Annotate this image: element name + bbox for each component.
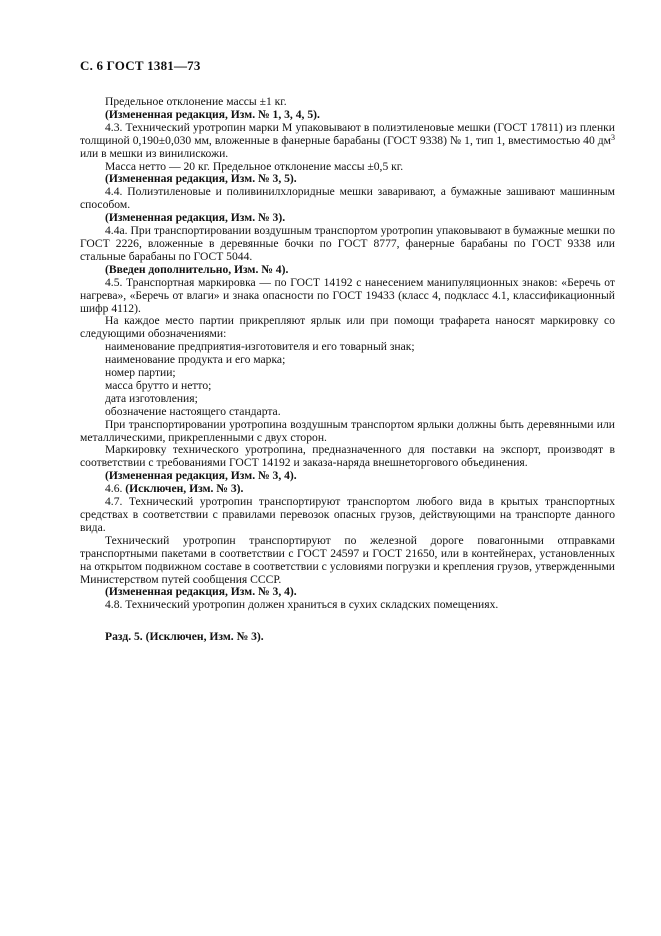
document-body bbox=[80, 96, 615, 656]
exclusion-note: (Исключен, Изм. № 3). bbox=[125, 482, 244, 496]
list-item: наименование продукта и его марка; bbox=[105, 353, 286, 367]
paragraph-4-4: 4.4. Полиэтиленовые и поливинилхлоридные мешки заваривают, а бумажные зашивают машинным способом. bbox=[80, 185, 615, 212]
paragraph-4-6-number: 4.6. bbox=[105, 482, 126, 496]
paragraph-export-marking: Маркировку технического уротропина, предназначенного для поставки на экспорт, производят в соответствии с требованиями ГОСТ 14192 и заказа-наряда внешнеторгового объединения. bbox=[80, 443, 615, 470]
paragraph-mass-tolerance: Предельное отклонение массы ±1 кг. bbox=[105, 95, 287, 108]
paragraph-net-mass: Масса нетто — 20 кг. Предельное отклонение массы ±0,5 кг. bbox=[105, 159, 404, 173]
amendment-note: (Измененная редакция, Изм. № 1, 3, 4, 5). bbox=[105, 107, 320, 121]
amendment-note: (Измененная редакция, Изм. № 3). bbox=[105, 211, 286, 225]
page-header: С. 6 ГОСТ 1381—73 bbox=[80, 58, 201, 73]
amendment-note: (Введен дополнительно, Изм. № 4). bbox=[105, 262, 289, 276]
section-5-exclusion: Разд. 5. (Исключен, Изм. № 3). bbox=[105, 630, 264, 644]
list-item: наименование предприятия-изготовителя и его товарный знак; bbox=[105, 340, 415, 354]
paragraph-4-7: 4.7. Технический уротропин транспортируют транспортом любого вида в крытых транспортных средствах в соответствии с правилами перевозок опасных грузов, действующими на транспорте данного вида. bbox=[80, 495, 615, 534]
paragraph-4-3-text: 4.3. Технический уротропин марки М упаковывают в полиэтиленовые мешки (ГОСТ 17811) из пленки толщиной 0,190±0,030 мм, вложенные в фанерные барабаны (ГОСТ 9338) № 1, тип 1, вместимостью 40 дм bbox=[80, 120, 615, 147]
paragraph-4-4a: 4.4а. При транспортировании воздушным транспортом уротропин упаковывают в бумажные мешки по ГОСТ 2226, вложенные в деревянные бочки по ГОСТ 8777, фанерные барабаны по ГОСТ 9338 или стальные барабаны по ГОСТ 5044. bbox=[80, 224, 615, 263]
list-item: дата изготовления; bbox=[105, 391, 198, 405]
amendment-note: (Измененная редакция, Изм. № 3, 4). bbox=[105, 469, 297, 483]
paragraph-label-intro: На каждое место партии прикрепляют ярлык или при помощи трафарета наносят маркировку со следующими обозначениями: bbox=[80, 314, 615, 341]
paragraph-4-5: 4.5. Транспортная маркировка — по ГОСТ 14192 с нанесением манипуляционных знаков: «Беречь от нагрева», «Беречь от влаги» и знака опасности по ГОСТ 19433 (класс 4, подкласс 4.1, классификационный шифр 4112). bbox=[80, 275, 615, 315]
paragraph-air-transport-labels: При транспортировании уротропина воздушным транспортом ярлыки должны быть деревянными или металлическими, прикрепленными с двух сторон. bbox=[80, 417, 615, 444]
paragraph-4-8: 4.8. Технический уротропин должен храниться в сухих складских помещениях. bbox=[105, 598, 499, 612]
amendment-note: (Измененная редакция, Изм. № 3, 4). bbox=[105, 585, 297, 599]
paragraph-4-3-tail: или в мешки из винилискожи. bbox=[80, 146, 229, 160]
list-item: масса брутто и нетто; bbox=[105, 378, 212, 392]
paragraph-rail-transport: Технический уротропин транспортируют по железной дороге повагонными отправками транспортными пакетами в соответствии с ГОСТ 24597 и ГОСТ 21650, или в контейнерах, установленных на открытом подвижном составе в соответствии с условиями погрузки и крепления грузов, утвержденными Министерством путей сообщения СССР. bbox=[80, 533, 615, 586]
list-item: обозначение настоящего стандарта. bbox=[105, 404, 281, 418]
list-item: номер партии; bbox=[105, 366, 176, 380]
superscript-3: 3 bbox=[611, 132, 615, 142]
paragraph-4-3 bbox=[80, 122, 615, 161]
amendment-note: (Измененная редакция, Изм. № 3, 5). bbox=[105, 172, 297, 186]
